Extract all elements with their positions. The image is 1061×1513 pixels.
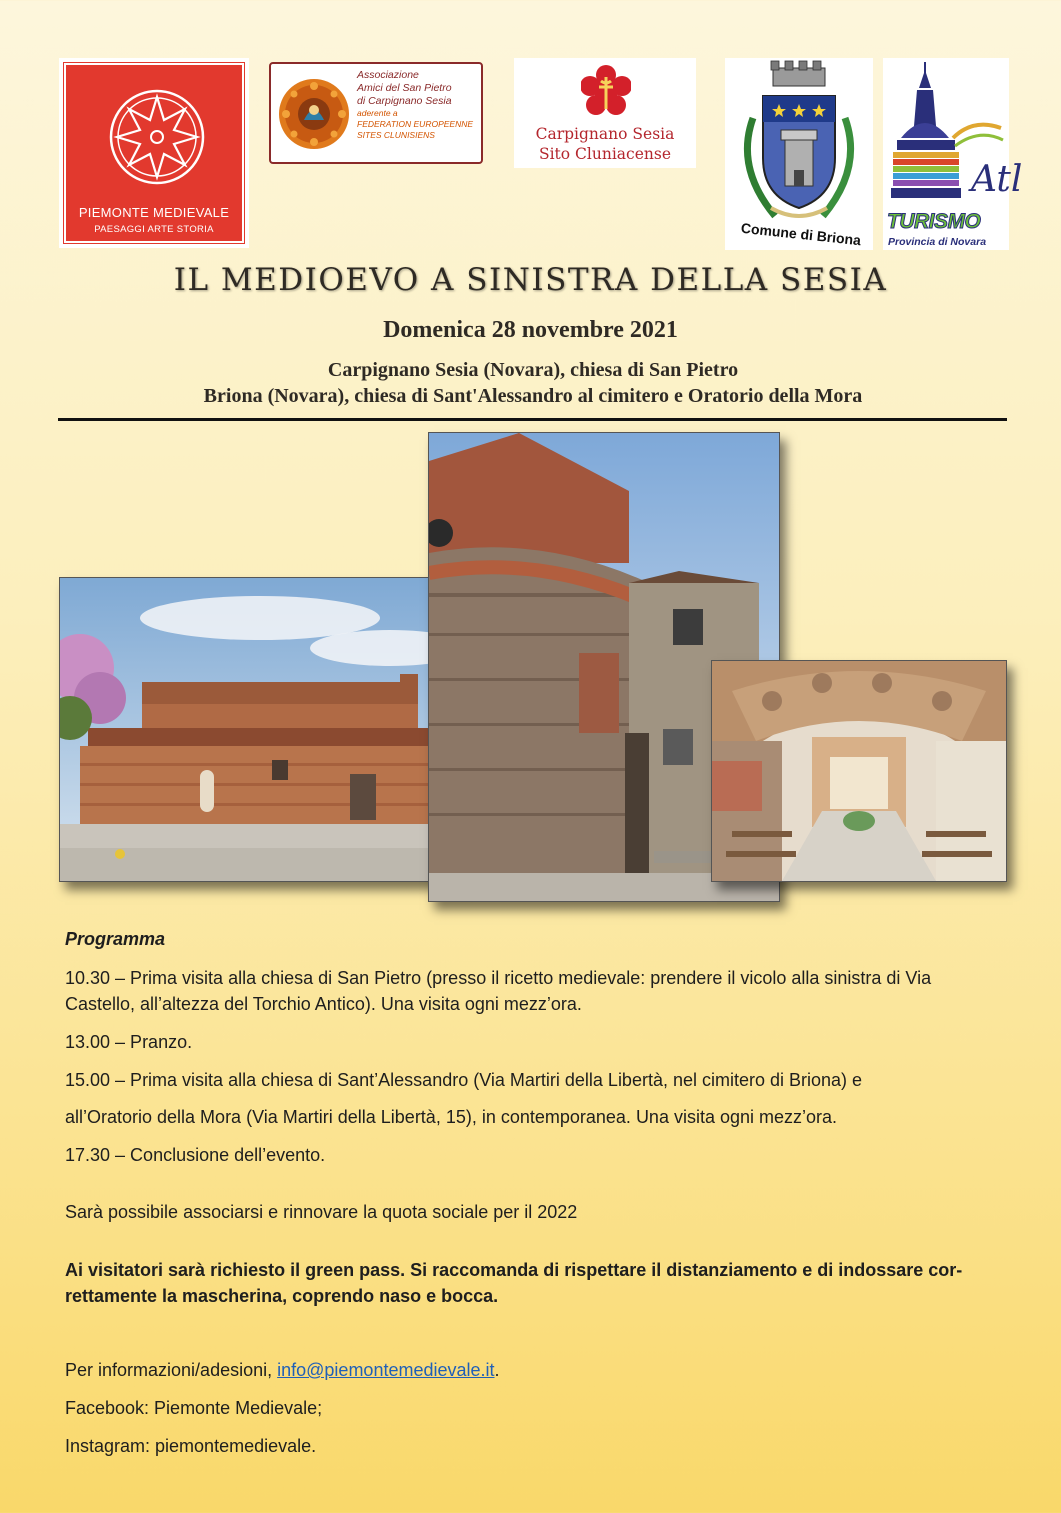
program-item-2: 13.00 – Pranzo. (65, 1032, 193, 1052)
mosaic-emblem-icon (277, 74, 351, 154)
program-heading: Programma (65, 929, 166, 949)
membership-note: Sarà possibile associarsi e rinnovare la quota sociale per il 2022 (65, 1202, 578, 1222)
cross-flower-icon (581, 65, 631, 119)
contact-info-line (65, 1357, 1005, 1383)
turismo-text: TURISMO (887, 210, 981, 233)
atl-turismo-logo (883, 58, 1023, 250)
photo-san-pietro-church (59, 577, 467, 882)
email-suffix: . (494, 1360, 500, 1380)
program-item-3a: 15.00 – Prima visita alla chiesa di Sant’Alessandro (Via Martiri della Libertà, nel cimitero di Briona) e (65, 1070, 863, 1090)
piemonte-medievale-logo (59, 58, 249, 248)
photo-oratorio-frescoes (711, 660, 1007, 882)
event-date: Domenica 28 novembre 2021 (383, 317, 678, 343)
assoc-line-1: Associazione (357, 69, 419, 81)
program-item-4: 17.30 – Conclusione dell’evento. (65, 1145, 326, 1165)
assoc-line-2: Amici del San Pietro (357, 82, 452, 94)
briona-coat-of-arms (725, 58, 873, 250)
facebook-line: Facebook: Piemonte Medievale; (65, 1398, 323, 1418)
email-link[interactable]: info@piemontemedievale.it (277, 1360, 495, 1380)
program-item-1: 10.30 – Prima visita alla chiesa di San Pietro (presso il ricetto medievale: prendere il vicolo alla sinistra di Via Castello, all’altezza del Torchio Antico). Una visita ogni mezz’ora. (65, 968, 932, 1014)
assoc-line-3: di Carpignano Sesia (357, 95, 452, 107)
associazione-logo (269, 62, 483, 164)
carpignano-logo-line2: Sito Cluniacense (538, 145, 671, 163)
coat-of-arms-icon (725, 58, 873, 228)
instagram-line: Instagram: piemontemedievale. (65, 1436, 317, 1456)
assoc-subline-1: aderente a (357, 108, 398, 118)
piemonte-logo-title: PIEMONTE MEDIEVALE (78, 205, 230, 220)
briona-label: Comune di Briona (740, 219, 862, 249)
piemonte-logo-subtitle: PAESAGGI ARTE STORIA (94, 224, 214, 235)
star-emblem-icon (107, 87, 207, 187)
provincia-text: Provincia di Novara (888, 236, 987, 248)
assoc-subline-3: SITES CLUNISIENS (357, 130, 435, 140)
program-item-3b: all’Oratorio della Mora (Via Martiri della Libertà, 15), in contemporanea. Una visita ogni mezz’ora. (65, 1107, 838, 1127)
assoc-subline-2: FEDERATION EUROPEENNE (357, 119, 474, 129)
page-title: IL MEDIOEVO A SINISTRA DELLA SESIA (173, 262, 888, 298)
location-line-1: Carpignano Sesia (Novara), chiesa di San Pietro (327, 359, 739, 381)
carpignano-logo (514, 58, 696, 168)
carpignano-logo-line1: Carpignano Sesia (535, 125, 675, 143)
atl-text: Atl (971, 159, 1023, 200)
contact-info-label: Per informazioni/adesioni, (65, 1360, 273, 1380)
location-line-2: Briona (Novara), chiesa di Sant'Alessandro al cimitero e Oratorio della Mora (203, 385, 863, 407)
covid-notice: Ai visitatori sarà richiesto il green pass. Si raccomanda di rispettare il distanziamento e di indossare cor-rettamente la mascherina, coprendo naso e bocca. (65, 1260, 963, 1306)
header-divider (58, 418, 1007, 421)
